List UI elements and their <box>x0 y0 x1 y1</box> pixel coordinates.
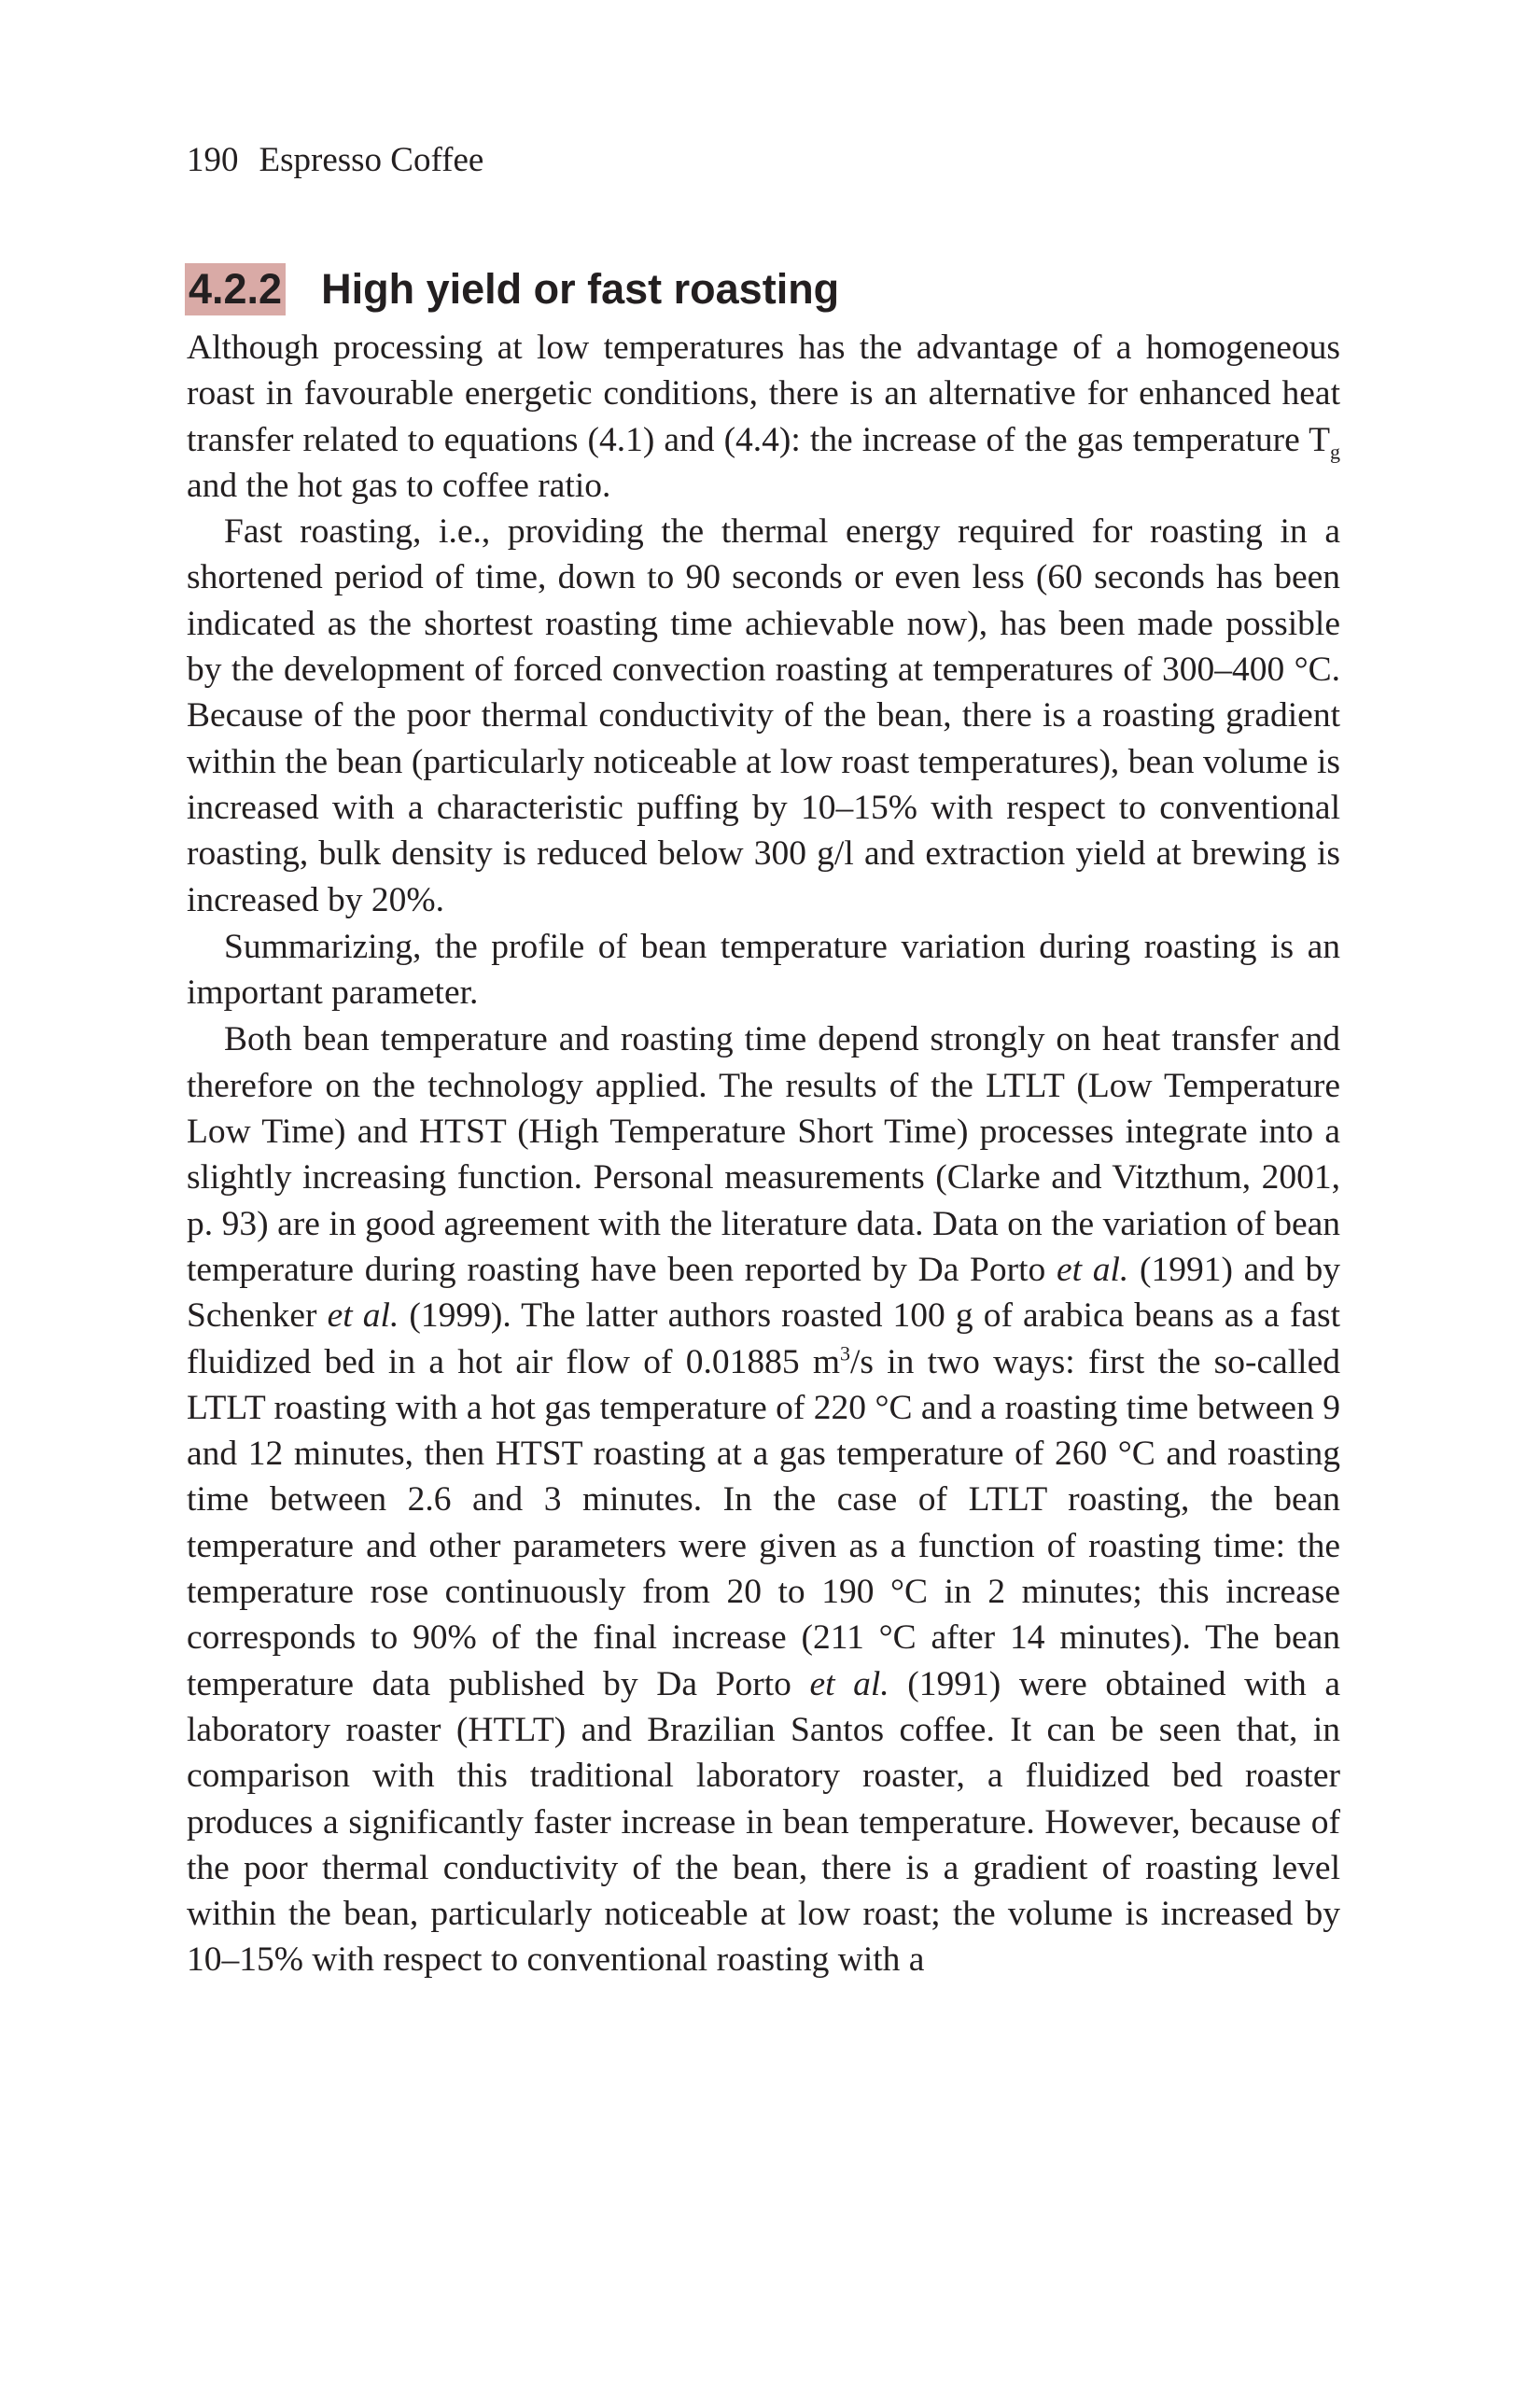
cubic-superscript: 3 <box>840 1341 850 1366</box>
book-title: Espresso Coffee <box>259 141 484 179</box>
paragraph-4-text: /s in two ways: first the so-called LTLT roasting with a hot gas temperature of 220 °C and a roasting time between 9 and 12 minutes, then HTST roasting at a gas temperature of 260 °C and roasting time between 2.6 and 3 minutes. In the case of LTLT roasting, the bean temperature and other parameters were given as a function of roasting time: the temperature rose continuously from 20 to 190 °C in 2 minutes; this increase corresponds to 90% of the final increase (211 °C after 14 minutes). The bean temperature data published by Da Porto <box>187 1342 1340 1703</box>
section-heading <box>187 263 1340 315</box>
paragraph-4-text: (1999). The latter authors roasted 100 g of arabica beans as a fast fluidized bed in a hot air flow of 0.01885 m <box>187 1296 1341 1381</box>
paragraph-3: Summarizing, the profile of bean temperature variation during roasting is an important parameter. <box>187 927 1340 1013</box>
gas-temperature-subscript: g <box>1330 440 1340 464</box>
paragraph-1 <box>187 325 1340 509</box>
citation-et-al: et al. <box>327 1296 399 1336</box>
running-head <box>187 140 1340 181</box>
citation-et-al: et al. <box>1057 1250 1129 1289</box>
section-number: 4.2.2 <box>185 263 286 315</box>
paragraph-4-text: Both bean temperature and roasting time depend strongly on heat transfer and therefore on the technology applied. The results of the LTLT (Low Temperature Low Time) and HTST (High Temperature Short Time) processes integrate into a slightly increasing function. Personal measurements (Clarke and Vitzthum, 2001, p. 93) are in good agreement with the literature data. Data on the variation of bean temperature during roasting have been reported by Da Porto <box>187 1020 1340 1289</box>
book-page <box>187 140 1340 1983</box>
citation-et-al: et al. <box>809 1664 889 1703</box>
page-number: 190 <box>187 141 239 179</box>
paragraph-4 <box>187 1016 1340 1982</box>
section-title: High yield or fast roasting <box>321 265 840 313</box>
paragraph-1-text: Although processing at low temperatures has the advantage of a homogeneous roast in favourable energetic conditions, there is an alternative for enhanced heat transfer related to equations (4.1) and (4.4): the increase of the gas temperature T <box>187 329 1340 459</box>
paragraph-4-text: (1991) and by Schenker <box>187 1250 1341 1336</box>
paragraph-2: Fast roasting, i.e., providing the thermal energy required for roasting in a shortened period of time, down to 90 seconds or even less (60 seconds has been indicated as the shortest roasting time achievable now), has been made possible by the development of forced convection roasting at temperatures of 300–400 °C. Because of the poor thermal conductivity of the bean, there is a roasting gradient within the bean (particularly noticeable at low roast temperatures), bean volume is increased with a characteristic puffing by 10–15% with respect to conventional roasting, bulk density is reduced below 300 g/l and extraction yield at brewing is increased by 20%. <box>187 512 1340 919</box>
paragraph-1-text-end: and the hot gas to coffee ratio. <box>187 466 611 505</box>
body-text <box>187 325 1340 1983</box>
paragraph-4-text: (1991) were obtained with a laboratory roaster (HTLT) and Brazilian Santos coffee. It can be seen that, in comparison with this traditional laboratory roaster, a fluidized bed roaster produces a significantly faster increase in bean temperature. However, because of the poor thermal conductivity of the bean, there is a gradient of roasting level within the bean, particularly noticeable at low roast; the volume is increased by 10–15% with respect to conventional roasting with a <box>187 1664 1340 1980</box>
